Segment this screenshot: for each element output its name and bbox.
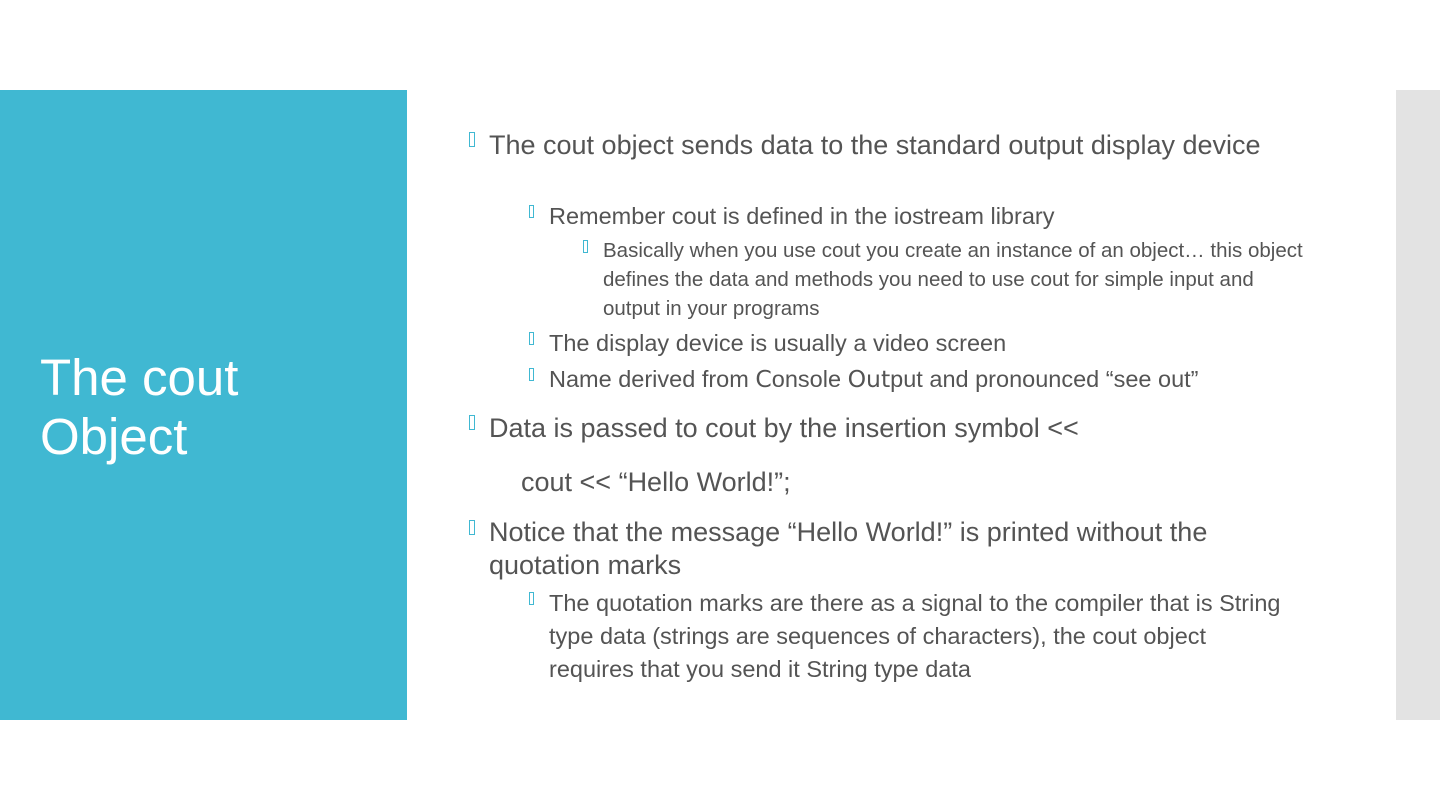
bullet-iostream-library <box>549 200 1309 233</box>
bullet-notice-quotation <box>489 516 1309 582</box>
code-example <box>521 466 1221 499</box>
bullet-display-device <box>549 327 1309 360</box>
square-bullet-icon <box>469 415 475 430</box>
bullet-text: Notice that the message “Hello World!” is printed without the quotation marks <box>489 517 1208 580</box>
slide-title-line2: Object <box>40 408 188 465</box>
bullet-text: Data is passed to cout by the insertion symbol << <box>489 413 1079 443</box>
square-bullet-icon <box>529 592 534 605</box>
bullet-instance-of-object <box>603 236 1308 323</box>
bullet-text: The display device is usually a video screen <box>549 330 1007 356</box>
bullet-text: The cout object sends data to the standard output display device <box>489 130 1261 160</box>
bullet-text: Basically when you use cout you create an instance of an object… this object defines the data and methods you need to use cout for simple input and output in your programs <box>603 239 1303 320</box>
text-part: onsole <box>771 366 848 392</box>
square-bullet-icon <box>529 332 534 345</box>
bullet-text <box>549 363 1309 396</box>
bullet-insertion-symbol <box>489 412 1309 445</box>
emphasis-out: Out <box>847 365 891 393</box>
bullet-cout-sends-data <box>489 129 1309 162</box>
text-part: Name derived from <box>549 366 756 392</box>
square-bullet-icon <box>529 368 534 381</box>
square-bullet-icon <box>469 520 475 535</box>
square-bullet-icon <box>583 240 588 253</box>
slide-title-line1: The cout <box>40 349 239 406</box>
bullet-name-derivation <box>549 363 1309 396</box>
bullet-text: Remember cout is defined in the iostream library <box>549 203 1055 229</box>
bullet-text: The quotation marks are there as a signal to the compiler that is String type data (strings are sequences of characters), the cout object requires that you send it String type data <box>549 590 1281 682</box>
bullet-string-type <box>549 587 1294 686</box>
text-part: put and pronounced “see out” <box>890 366 1199 392</box>
square-bullet-icon <box>469 132 475 147</box>
code-text: cout << “Hello World!”; <box>521 467 791 497</box>
square-bullet-icon <box>529 205 534 218</box>
emphasis-c: C <box>755 365 772 393</box>
